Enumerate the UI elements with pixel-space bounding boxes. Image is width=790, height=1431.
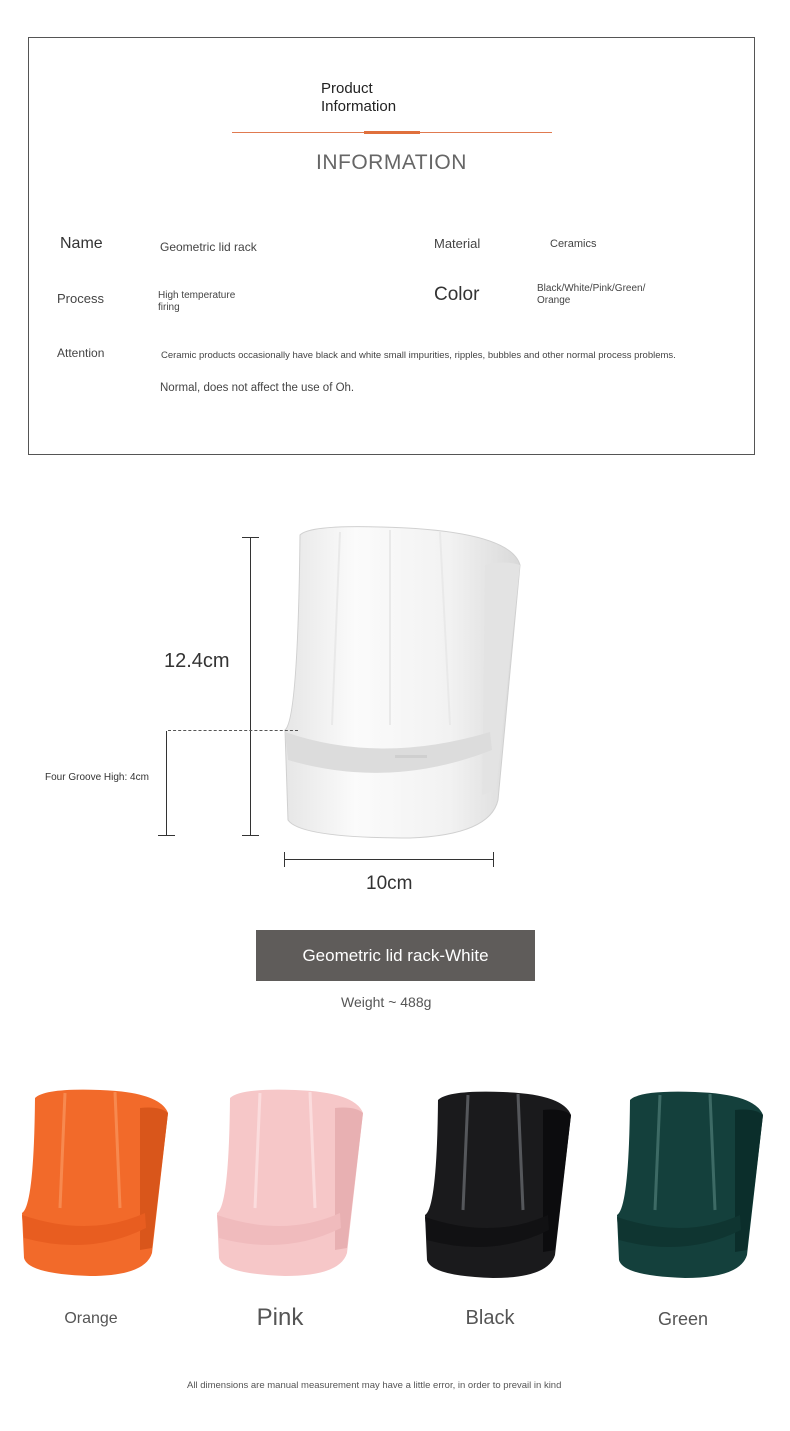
groove-dimension-line: [166, 731, 167, 836]
product-name-bar: Geometric lid rack-White: [256, 930, 535, 981]
height-tick-bottom: [242, 835, 259, 836]
pink-rack-icon: [215, 1088, 365, 1278]
variant-label-green: Green: [657, 1309, 709, 1329]
width-tick-right: [493, 852, 494, 867]
groove-tick-bottom: [158, 835, 175, 836]
orange-rack-icon: [20, 1088, 170, 1278]
material-label: Material: [434, 236, 481, 251]
title-divider-accent: [364, 131, 420, 134]
name-label: Name: [60, 235, 103, 252]
height-tick-top: [242, 537, 259, 538]
black-rack-icon: [423, 1090, 573, 1280]
material-value: Ceramics: [550, 238, 597, 250]
attention-text: Ceramic products occasionally have black and white small impurities, ripples, bubbles and other normal process problems.: [161, 350, 676, 361]
weight-label: Weight ~ 488g: [341, 994, 432, 1010]
process-label: Process: [57, 291, 104, 306]
variant-label-orange: Orange: [64, 1310, 118, 1327]
variant-label-black: Black: [465, 1307, 515, 1329]
height-dimension-label: 12.4cm: [164, 650, 230, 672]
color-label: Color: [434, 284, 480, 305]
attention-label: Attention: [57, 346, 105, 360]
attention-note: Normal, does not affect the use of Oh.: [160, 382, 355, 394]
info-subtitle: INFORMATION: [316, 151, 467, 174]
process-value: High temperature firing: [158, 290, 236, 313]
name-value: Geometric lid rack: [160, 240, 257, 254]
main-product-image: [270, 520, 530, 850]
groove-guide-line: [168, 730, 298, 731]
height-dimension-line: [250, 537, 251, 836]
info-title: Product Information: [321, 80, 397, 115]
green-rack-icon: [615, 1090, 765, 1280]
width-dimension-label: 10cm: [366, 873, 413, 894]
groove-dimension-label: Four Groove High: 4cm: [45, 772, 149, 783]
width-dimension-line: [284, 859, 494, 860]
width-tick-left: [284, 852, 285, 867]
color-value: Black/White/Pink/Green/ Orange: [537, 283, 646, 306]
footer-disclaimer: All dimensions are manual measurement may have a little error, in order to prevail in kind: [187, 1380, 562, 1391]
variant-label-pink: Pink: [256, 1304, 304, 1331]
